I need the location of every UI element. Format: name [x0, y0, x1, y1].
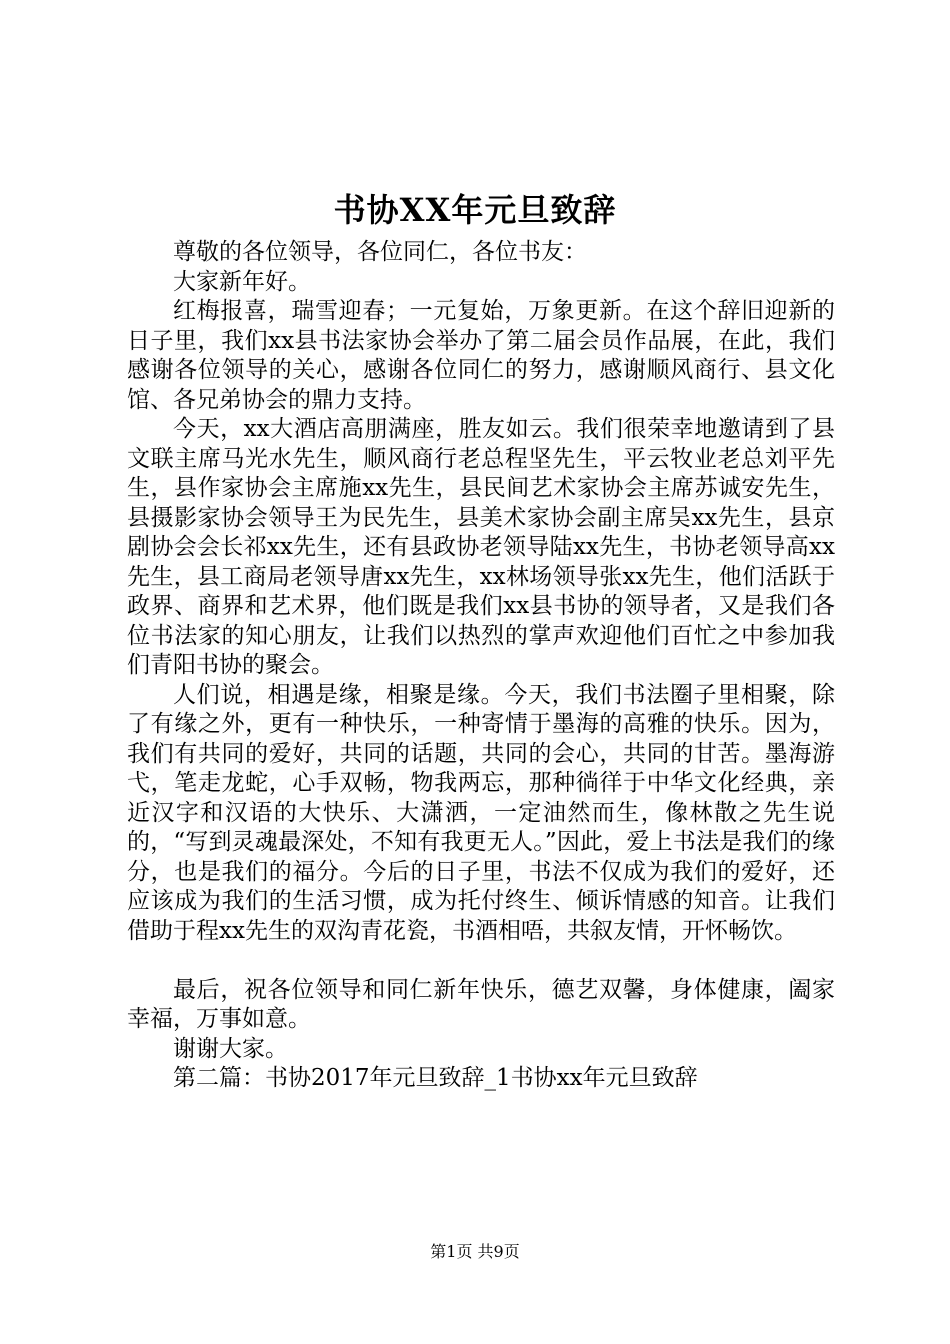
guests-paragraph: 今天，xx大酒店高朋满座，胜友如云。我们很荣幸地邀请到了县文联主席马光水先生，顺风商行老总程坚先生，平云牧业老总刘平先生，县作家协会主席施xx先生，县民间艺术家协会主席苏诚安先生，县摄影家协会领导王为民先生，县美术家协会副主席吴xx先生，县京剧协会会长祁xx先生，还有县政协老领导陆xx先生，书协老领导高xx先生，县工商局老领导唐xx先生，xx林场领导张xx先生，他们活跃于政界、商界和艺术界，他们既是我们xx县书协的领导者，又是我们各位书法家的知心朋友，让我们以热烈的掌声欢迎他们百忙之中参加我们青阳书协的聚会。	[127, 416, 835, 678]
closing-wishes-paragraph: 最后，祝各位领导和同仁新年快乐，德艺双馨，身体健康，阖家幸福，万事如意。	[127, 976, 835, 1032]
calligraphy-paragraph: 人们说，相遇是缘，相聚是缘。今天，我们书法圈子里相聚，除了有缘之外，更有一种快乐，一种寄情于墨海的高雅的快乐。因为，我们有共同的爱好，共同的话题，共同的会心，共同的甘苦。墨海游弋，笔走龙蛇，心手双畅，物我两忘，那种徜徉于中华文化经典，亲近汉字和汉语的大快乐、大潇洒，一定油然而生，像林散之先生说的，“写到灵魂最深处，不知有我更无人。”因此，爱上书法是我们的缘分，也是我们的福分。今后的日子里，书法不仅成为我们的爱好，还应该成为我们的生活习惯，成为托付终生、倾诉情感的知音。让我们借助于程xx先生的双沟青花瓷，书酒相唔，共叙友情，开怀畅饮。	[127, 681, 835, 944]
thanks-paragraph: 谢谢大家。	[173, 1035, 288, 1062]
document-title: 书协XX年元旦致辞	[333, 191, 617, 229]
greeting-paragraph: 大家新年好。	[173, 268, 311, 295]
document-body	[127, 238, 835, 1094]
paragraph-spacer	[127, 946, 835, 976]
opening-paragraph: 红梅报喜，瑞雪迎春；一元复始，万象更新。在这个辞旧迎新的日子里，我们xx县书法家协会举办了第二届会员作品展，在此，我们感谢各位领导的关心，感谢各位同仁的努力，感谢顺风商行、县文化馆、各兄弟协会的鼎力支持。	[127, 298, 835, 413]
salutation-paragraph: 尊敬的各位领导，各位同仁，各位书友：	[173, 239, 587, 265]
page-indicator: 第1页 共9页	[430, 1242, 520, 1261]
next-article-paragraph: 第二篇：书协2017年元旦致辞_1书协xx年元旦致辞	[173, 1065, 698, 1091]
